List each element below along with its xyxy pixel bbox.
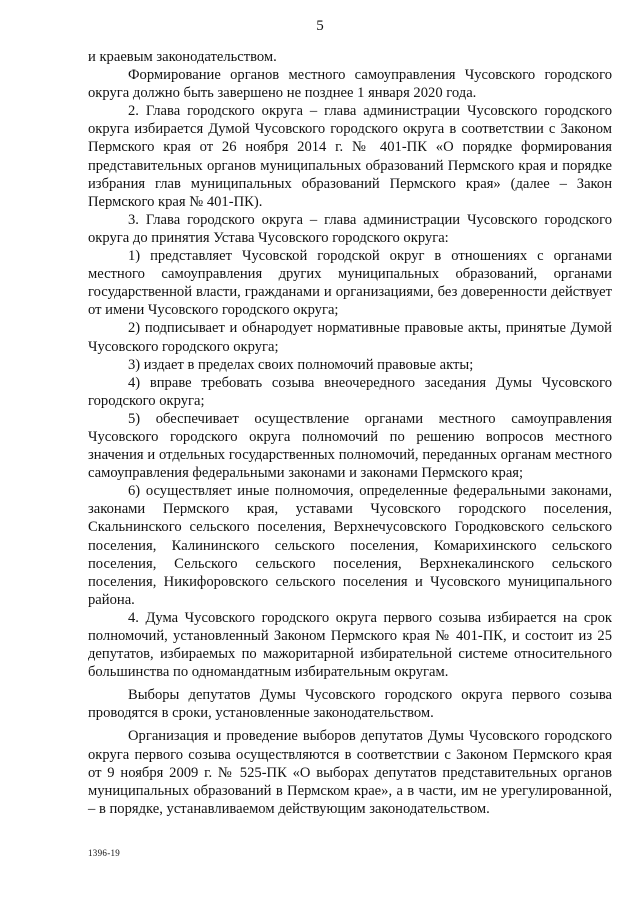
document-code: 1396-19 (88, 848, 121, 858)
paragraph-subitem-5: 5) обеспечивает осуществление органами местного самоуправления Чусовского городского округа полномочий по решению вопросов местного значения и отдельных государственных полномочий, переданных органам местного самоуправления федеральными законами и законами Пермского края; (88, 410, 612, 482)
paragraph-subitem-1: 1) представляет Чусовской городской округ в отношениях с органами местного самоуправления других муниципальных образований, органами государственной власти, гражданами и организациями, без доверенности действует от имени Чусовского городского округа; (88, 248, 612, 319)
paragraph-continuation: и краевым законодательством. (88, 49, 277, 65)
paragraph-subitem-2: 2) подписывает и обнародует нормативные правовые акты, принятые Думой Чусовского городского округа; (88, 320, 612, 355)
page-number: 5 (316, 18, 324, 34)
document-body (88, 48, 612, 818)
paragraph-formation-deadline: Формирование органов местного самоуправления Чусовского городского округа должно быть завершено не позднее 1 января 2020 года. (88, 67, 612, 102)
paragraph-subitem-3: 3) издает в пределах своих полномочий правовые акты; (128, 356, 474, 373)
paragraph-elections-organization: Организация и проведение выборов депутатов Думы Чусовского городского округа первого созыва осуществляются в соответствии с Законом Пермского края от 9 ноября 2009 г. № 525-ПК «О выборах депутатов представительных органов муниципальных образований в Пермском крае», а в части, им не урегулированной, – в порядке, устанавливаемом действующим законодательством. (88, 728, 612, 817)
paragraph-subitem-4: 4) вправе требовать созыва внеочередного заседания Думы Чусовского городского округа; (88, 374, 612, 409)
paragraph-subitem-6: 6) осуществляет иные полномочия, определенные федеральными законами, законами Пермского края, уставами Чусовского городского поселения, Скальнинского сельского поселения, Верхнечусовского Городковского сельского поселения, Калининского сельского поселения, Комарихинского сельского поселения, Сельского сельского поселения, Верхнекалинского сельского поселения, Никифоровского сельского поселения и Чусовского муниципального района. (88, 483, 612, 608)
paragraph-item-4: 4. Дума Чусовского городского округа первого созыва избирается на срок полномочий, установленный Законом Пермского края № 401-ПК, и состоит из 25 депутатов, избираемых по мажоритарной избирательной системе относительного большинства по одномандатным избирательным округам. (88, 609, 612, 681)
paragraph-item-2: 2. Глава городского округа – глава администрации Чусовского городского округа избирается Думой Чусовского городского округа в соответствии с Законом Пермского края от 26 ноября 2014 г. № 401-ПК «О порядке формирования представительных органов муниципальных образований Пермского края и порядке избрания глав муниципальных образований Пермского края» (далее – Закон Пермского края № 401-ПК). (88, 103, 612, 210)
paragraph-item-3: 3. Глава городского округа – глава администрации Чусовского городского округа до принятия Устава Чусовского городского округа: (88, 211, 612, 246)
paragraph-elections-timing: Выборы депутатов Думы Чусовского городского округа первого созыва проводятся в сроки, установленные законодательством. (88, 687, 612, 722)
